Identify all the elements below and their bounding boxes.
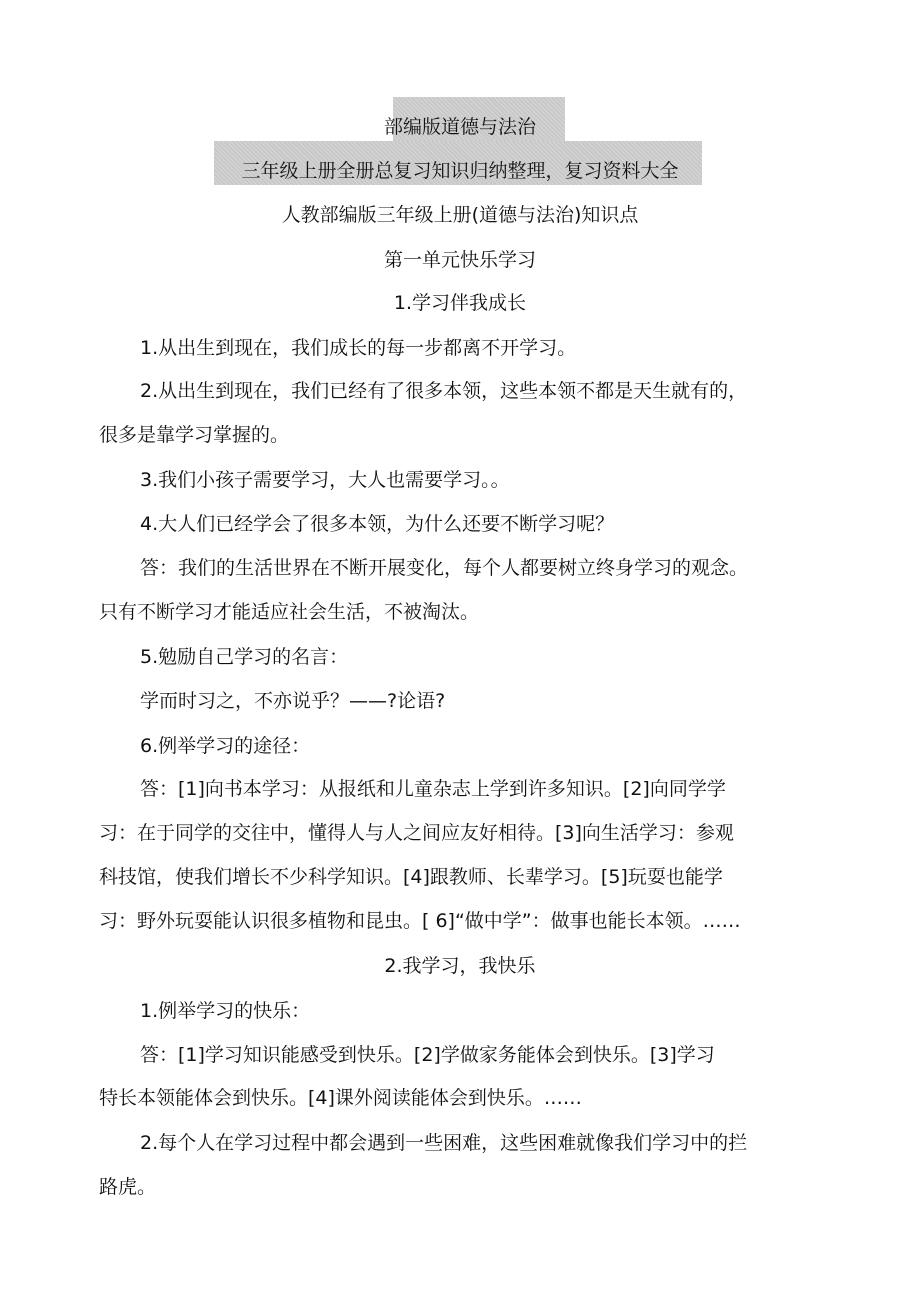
document-heading: 人教部编版三年级上册(道德与法治)知识点: [281, 204, 639, 226]
section-title-2: 2.我学习，我快乐: [384, 955, 536, 977]
paragraph: 1.例举学习的快乐：: [140, 1000, 311, 1022]
paragraph: 很多是靠学习掌握的。: [99, 424, 290, 446]
paragraph: 6.例举学习的途径：: [140, 735, 311, 757]
paragraph: 5.勉励自己学习的名言：: [140, 646, 349, 668]
paragraph: 3.我们小孩子需要学习，大人也需要学习。。: [140, 469, 510, 491]
paragraph: 2.从出生到现在，我们已经有了很多本领，这些本领不都是天生就有的，: [140, 380, 748, 402]
paragraph: 2.每个人在学习过程中都会遇到一些困难，这些困难就像我们学习中的拦: [140, 1132, 748, 1154]
paragraph: 答：[1]向书本学习：从报纸和儿童杂志上学到许多知识。[2]向同学学: [140, 778, 726, 800]
paragraph: 习：野外玩耍能认识很多植物和昆虫。[ 6]“做中学”：做事也能长本领。……: [99, 910, 741, 932]
paragraph: 习：在于同学的交往中，懂得人与人之间应友好相待。[3]向生活学习：参观: [99, 822, 734, 844]
document-title: 部编版道德与法治: [383, 116, 536, 138]
section-title-1: 1.学习伴我成长: [393, 292, 527, 314]
paragraph: 科技馆，使我们增长不少科学知识。[4]跟教师、长辈学习。[5]玩耍也能学: [99, 866, 723, 888]
document-subtitle: 三年级上册全册总复习知识归纳整理，复习资料大全: [241, 160, 679, 182]
paragraph: 特长本领能体会到快乐。[4]课外阅读能体会到快乐。……: [99, 1087, 582, 1109]
paragraph: 学而时习之，不亦说乎？——?论语?: [140, 690, 446, 712]
paragraph: 4.大人们已经学会了很多本领，为什么还要不断学习呢？: [140, 513, 615, 535]
unit-title: 第一单元快乐学习: [383, 249, 536, 271]
paragraph: 1.从出生到现在，我们成长的每一步都离不开学习。: [140, 337, 577, 359]
paragraph: 答：[1]学习知识能感受到快乐。[2]学做家务能体会到快乐。[3]学习: [140, 1044, 715, 1066]
paragraph: 答：我们的生活世界在不断开展变化，每个人都要树立终身学习的观念。: [140, 557, 749, 579]
paragraph: 路虎。: [99, 1176, 157, 1198]
paragraph: 只有不断学习才能适应社会生活，不被淘汰。: [99, 601, 480, 623]
